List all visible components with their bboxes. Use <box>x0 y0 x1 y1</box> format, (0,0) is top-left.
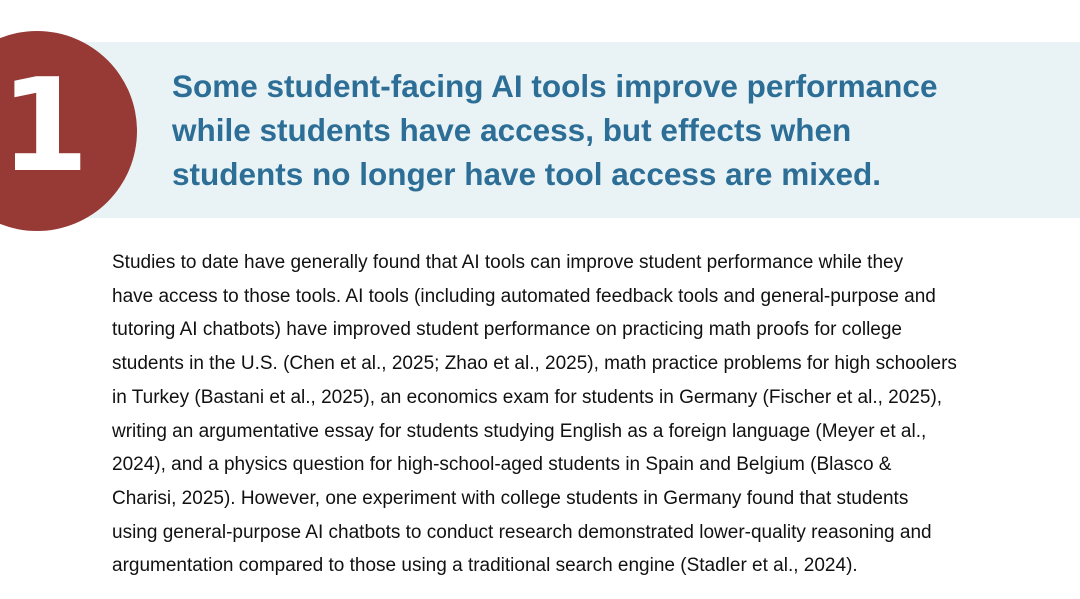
body-line: argumentation compared to those using a traditional search engine (Stadler et al., 2024). <box>112 555 858 577</box>
heading-line: students no longer have tool access are mixed. <box>172 156 881 192</box>
section-heading <box>172 64 1052 196</box>
body-line: Charisi, 2025). However, one experiment with college students in Germany found that students <box>112 487 909 509</box>
body-line: Studies to date have generally found that AI tools can improve student performance while they <box>112 252 904 273</box>
body-line: 2024), and a physics question for high-school-aged students in Spain and Belgium (Blasco & <box>112 454 892 476</box>
body-line: tutoring AI chatbots) have improved student performance on practicing math proofs for college <box>112 319 902 341</box>
body-line: writing an argumentative essay for students studying English as a foreign language (Meyer et al., <box>112 420 927 442</box>
body-line: using general-purpose AI chatbots to conduct research demonstrated lower-quality reasoning and <box>112 521 932 543</box>
heading-line: while students have access, but effects when <box>172 112 852 148</box>
body-paragraph <box>112 246 1052 583</box>
body-line: have access to those tools. AI tools (including automated feedback tools and general-purpose and <box>112 285 936 307</box>
body-line: in Turkey (Bastani et al., 2025), an economics exam for students in Germany (Fischer et al., 2025), <box>112 386 943 408</box>
section-number: 1 <box>0 52 90 201</box>
heading-line: Some student-facing AI tools improve performance <box>172 68 938 104</box>
body-line: students in the U.S. (Chen et al., 2025; Zhao et al., 2025), math practice problems for high schoolers <box>112 353 957 375</box>
